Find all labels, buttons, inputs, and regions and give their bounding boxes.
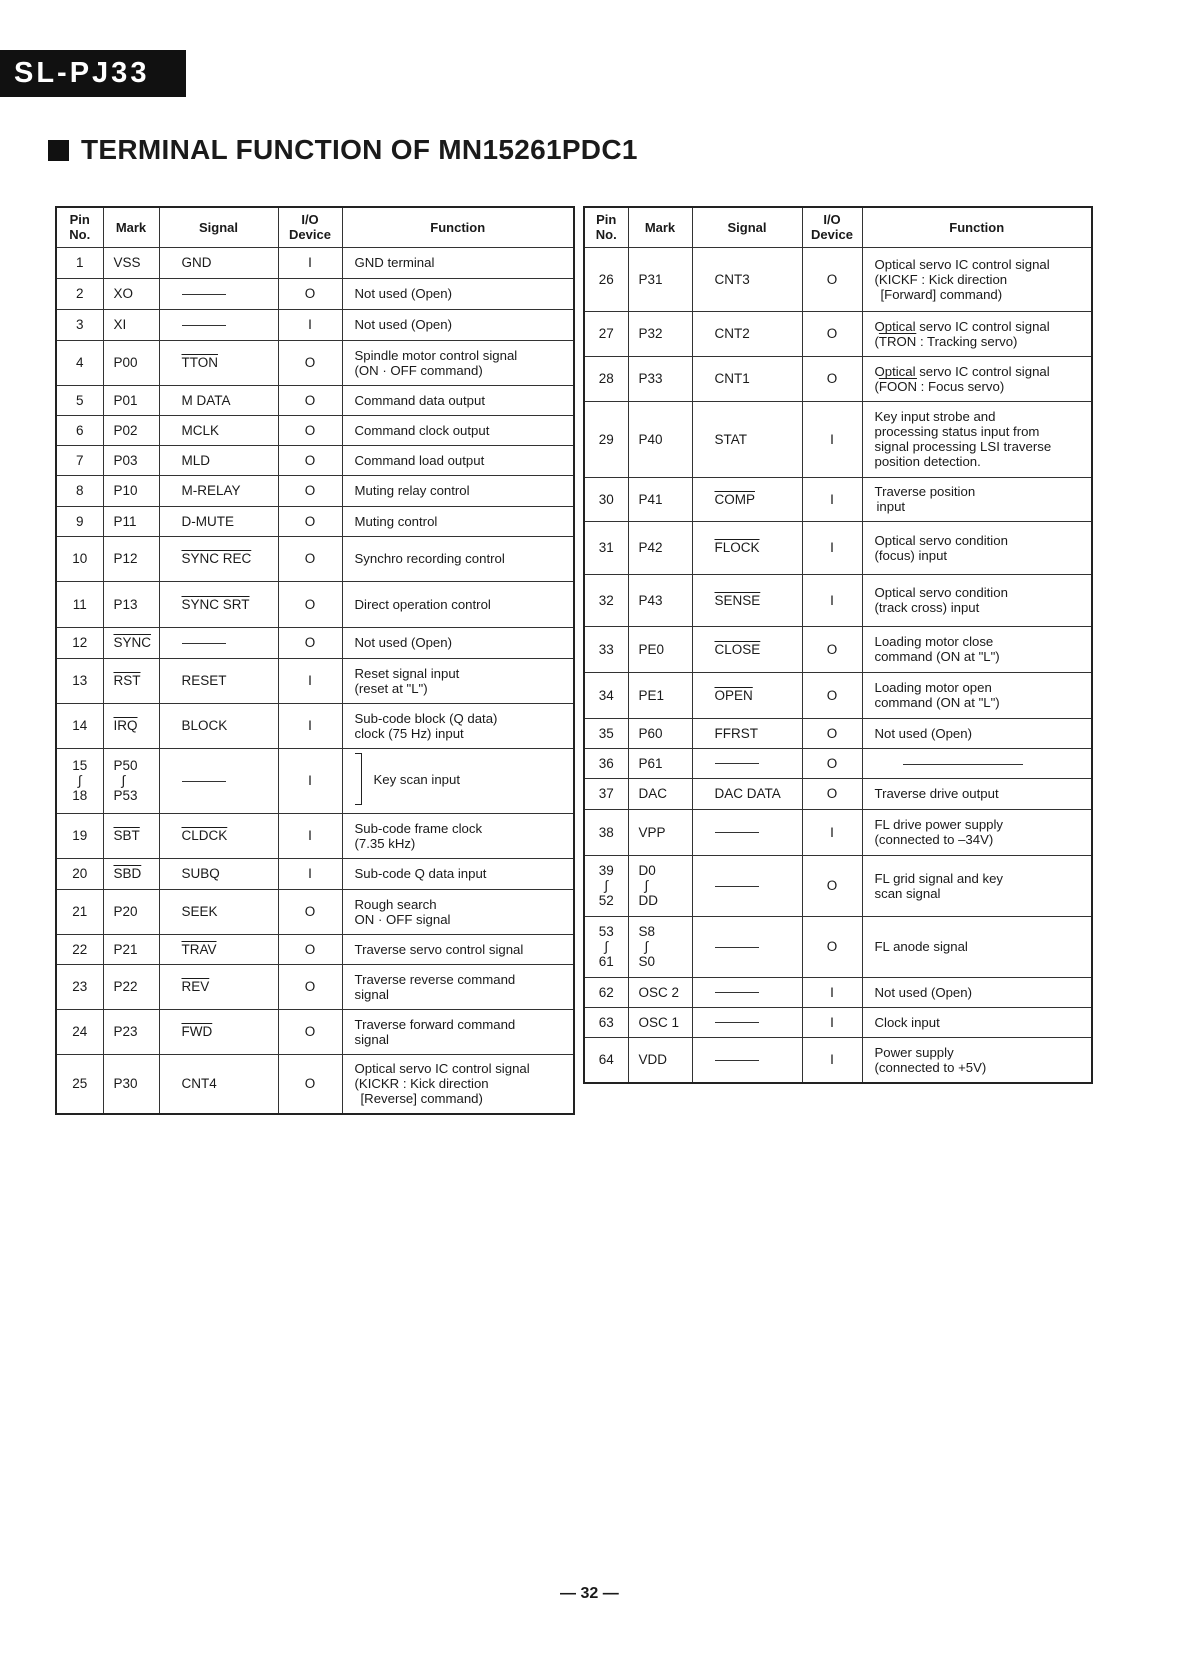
table-row: 63 OSC 1 I Clock input [584, 1007, 1092, 1037]
function-header: Function [342, 207, 574, 247]
left-pin-table [55, 206, 575, 1115]
table-row: 12 SYNC O Not used (Open) [56, 627, 574, 658]
table-row: 31 P42 FLOCK I Optical servo condition (focus) input [584, 521, 1092, 574]
table-row: 25 P30 CNT4 O Optical servo IC control signal (KICKR : Kick direction [Reverse] command) [56, 1054, 574, 1114]
signal-header: Signal [692, 207, 802, 247]
table-row: 37 DAC DAC DATA O Traverse drive output [584, 778, 1092, 809]
table-row: 32 P43 SENSE I Optical servo condition (track cross) input [584, 574, 1092, 626]
table-row: 22 P21 TRAV O Traverse servo control signal [56, 934, 574, 964]
table-row: 64 VDD I Power supply (connected to +5V) [584, 1037, 1092, 1083]
page-title: TERMINAL FUNCTION OF MN15261PDC1 [81, 134, 638, 165]
table-row: 10 P12 SYNC REC O Synchro recording control [56, 536, 574, 581]
none-dash [715, 886, 759, 887]
pin-no-header: Pin No. [584, 207, 628, 247]
table-row: 30 P41 COMP I Traverse position input [584, 477, 1092, 521]
table-row: 24 P23 $\overline{FWD}$ O Traverse forward command signal [56, 1009, 574, 1054]
table-row: 27 P32 CNT2 O Optical servo IC control signal (TRON : Tracking servo) [584, 311, 1092, 356]
table-header-row [56, 207, 574, 247]
page-heading [48, 130, 638, 170]
table-row: 11 P13 SYNC SRT O Direct operation control [56, 581, 574, 627]
table-row: 28 P33 CNT1 O Optical servo IC control signal (FOON : Focus servo) [584, 356, 1092, 401]
table-row: 39 ∫ 52 D0 ∫ DD O FL grid signal and key scan signal [584, 855, 1092, 916]
table-row: 3 XI I Not used (Open) [56, 309, 574, 340]
none-dash [182, 294, 226, 295]
table-row: 33 PE0 CLOSE O Loading motor close command (ON at "L") [584, 626, 1092, 672]
table-row: 53 ∫ 61 S8 ∫ S0 O FL anode signal [584, 916, 1092, 977]
io-header: I/O Device [278, 207, 342, 247]
table-row: 14 $\overline{IRQ}$ BLOCK I Sub-code block (Q data) clock (75 Hz) input [56, 703, 574, 748]
table-row: 4 P00 TTON O Spindle motor control signal (ON · OFF command) [56, 340, 574, 385]
table-row: 13 $\overline{RST}$ RESET I Reset signal input (reset at "L") [56, 658, 574, 703]
io-header: I/O Device [802, 207, 862, 247]
none-dash [182, 643, 226, 644]
table-row: 38 VPP I FL drive power supply (connected to –34V) [584, 809, 1092, 855]
table-row: 36 P61 O [584, 748, 1092, 778]
table-row: 35 P60 FFRST O Not used (Open) [584, 718, 1092, 748]
table-row: 6 P02 MCLK O Command clock output [56, 415, 574, 445]
none-dash [182, 781, 226, 782]
table-row: 34 PE1 OPEN O Loading motor open command (ON at "L") [584, 672, 1092, 718]
table-row: 8 P10 M-RELAY O Muting relay control [56, 475, 574, 506]
table-header-row [584, 207, 1092, 247]
bracket-icon [355, 753, 362, 805]
model-badge: SL-PJ33 [0, 50, 186, 97]
table-row: 19 $\overline{SBT}$ CLDCK I Sub-code frame clock (7.35 kHz) [56, 813, 574, 858]
table-row: 1 VSS GND I GND terminal [56, 247, 574, 278]
table-row: 26 P31 CNT3 O Optical servo IC control signal (KICKF : Kick direction [Forward] command) [584, 247, 1092, 311]
page-number: — 32 — [560, 1585, 619, 1602]
table-row: 23 P22 $\overline{REV}$ O Traverse reverse command signal [56, 964, 574, 1009]
signal-header: Signal [159, 207, 278, 247]
pin-no-header: Pin No. [56, 207, 103, 247]
right-pin-table [583, 206, 1093, 1084]
none-dash [903, 764, 1023, 765]
none-dash [715, 1022, 759, 1023]
none-dash [715, 832, 759, 833]
table-row: 21 P20 SEEK O Rough search ON · OFF signal [56, 889, 574, 934]
table-row: 7 P03 MLD O Command load output [56, 445, 574, 475]
table-row: 20 $\overline{SBD}$ SUBQ I Sub-code Q data input [56, 858, 574, 889]
function-header: Function [862, 207, 1092, 247]
table-row: 5 P01 M DATA O Command data output [56, 385, 574, 415]
mark-header: Mark [103, 207, 159, 247]
none-dash [715, 763, 759, 764]
table-row: 62 OSC 2 I Not used (Open) [584, 977, 1092, 1007]
table-row: 2 XO O Not used (Open) [56, 278, 574, 309]
none-dash [182, 325, 226, 326]
bullet-square-icon [48, 140, 69, 161]
mark-header: Mark [628, 207, 692, 247]
table-row: 29 P40 STAT I Key input strobe and processing status input from signal processing LSI traverse position detection. [584, 401, 1092, 477]
none-dash [715, 947, 759, 948]
table-row: 9 P11 D-MUTE O Muting control [56, 506, 574, 536]
table-row: 15 ∫ 18 P50 ∫ P53 I Key scan input [56, 748, 574, 813]
none-dash [715, 992, 759, 993]
none-dash [715, 1060, 759, 1061]
